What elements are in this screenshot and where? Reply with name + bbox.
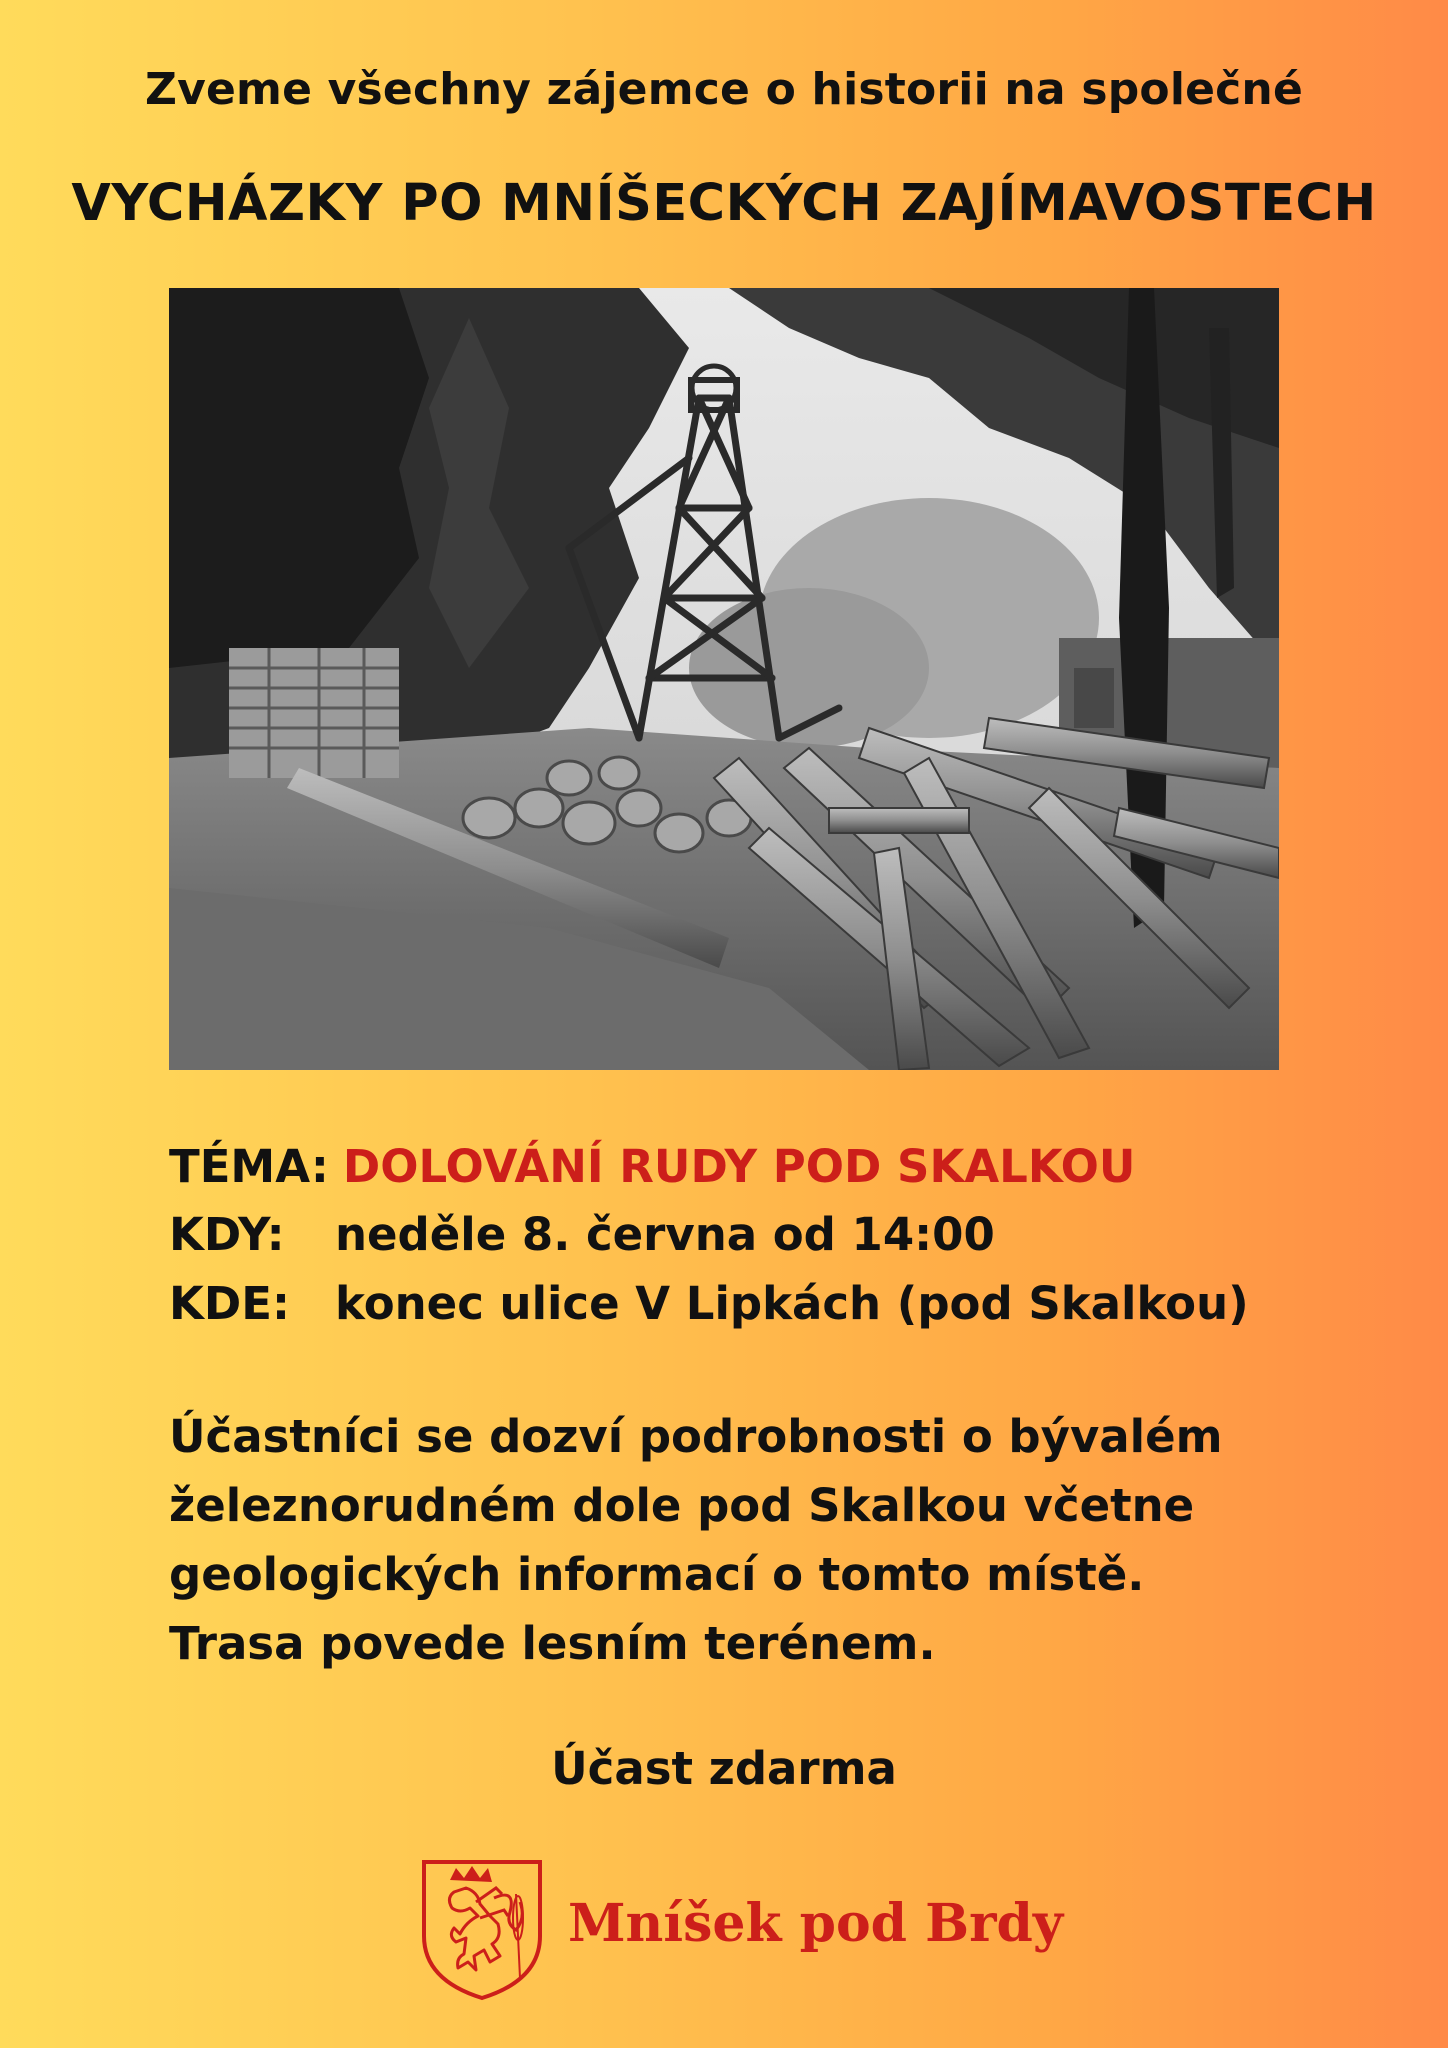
when-row (169, 1208, 995, 1261)
where-label: KDE: (169, 1277, 290, 1330)
admission-free: Účast zdarma (551, 1742, 897, 1795)
lion-coat-of-arms-icon (420, 1858, 544, 2002)
description-line: geologických informací o tomto místě. (169, 1548, 1145, 1601)
description-line: Účastníci se dozví podrobnosti o bývalém (169, 1410, 1223, 1463)
description-line: Trasa povede lesním terénem. (169, 1617, 936, 1670)
where-value: konec ulice V Lipkách (pod Skalkou) (335, 1277, 1249, 1330)
topic-value: DOLOVÁNÍ RUDY POD SKALKOU (342, 1140, 1136, 1193)
intro-text: Zveme všechny zájemce o historii na společné (145, 64, 1303, 115)
topic-row (169, 1140, 1135, 1193)
description-line: železnorudném dole pod Skalkou včetne (169, 1479, 1195, 1532)
event-description (169, 1402, 1289, 1678)
town-name: Mníšek pod Brdy (568, 1893, 1064, 1954)
when-label: KDY: (169, 1208, 285, 1261)
page-title: VYCHÁZKY PO MNÍŠECKÝCH ZAJÍMAVOSTECH (71, 174, 1377, 233)
where-row (169, 1277, 1249, 1330)
when-value: neděle 8. června od 14:00 (335, 1208, 995, 1261)
mine-headframe-photo (169, 288, 1279, 1070)
topic-label: TÉMA: (169, 1140, 329, 1193)
